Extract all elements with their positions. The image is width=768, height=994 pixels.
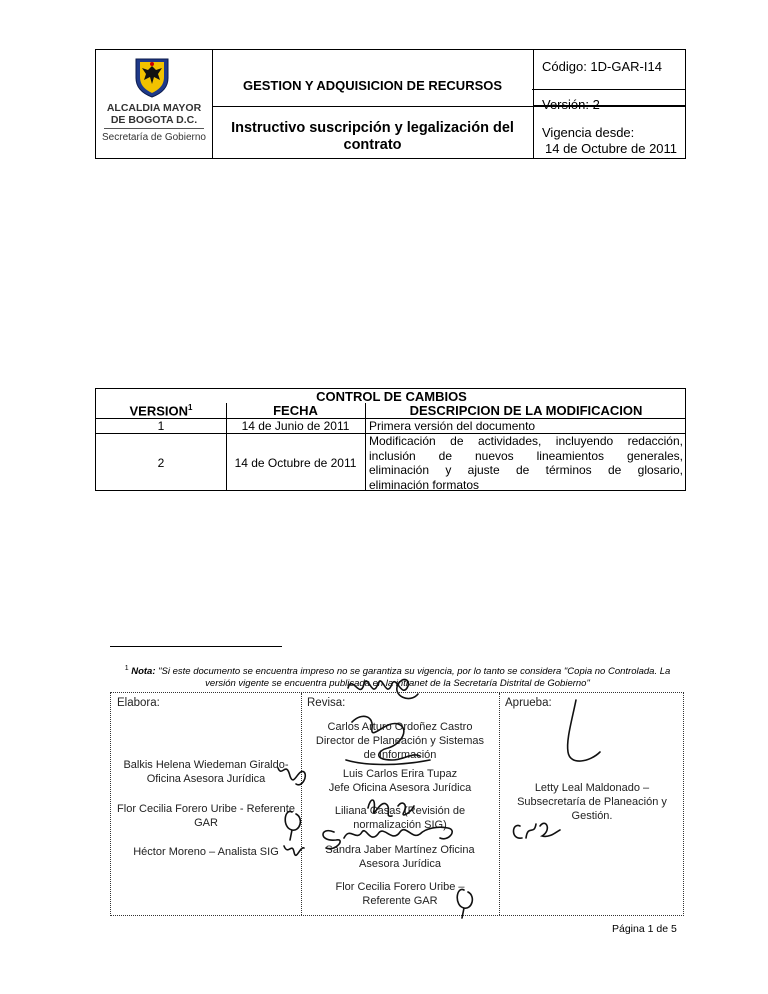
footnote-line2: versión vigente se encuentra publicada en la intranet de la Secretaría Distrital de Gobierno" bbox=[205, 678, 590, 690]
elabora-label: Elabora: bbox=[117, 697, 160, 709]
process-title: GESTION Y ADQUISICION DE RECURSOS bbox=[242, 78, 503, 93]
signature-ordonez bbox=[348, 680, 418, 699]
entity-name-line1: ALCALDIA MAYOR bbox=[106, 102, 202, 114]
validity-date: 14 de Octubre de 2011 bbox=[545, 141, 678, 156]
elabora-person-3: Héctor Moreno – Analista SIG bbox=[133, 846, 279, 858]
aprueba-label: Aprueba: bbox=[505, 697, 552, 709]
signature-erira bbox=[352, 716, 420, 760]
revisa-person-1: Carlos Arturo Ordoñez Castro Director de Planeación y Sistemas de Información bbox=[315, 721, 485, 761]
row1-version: 1 bbox=[157, 419, 165, 433]
signature-moreno bbox=[284, 846, 304, 855]
aprueba-person-1: Letty Leal Maldonado – Subsecretaría de Planeación y Gestión. bbox=[517, 782, 667, 822]
row2-version: 2 bbox=[157, 456, 165, 470]
row2-date: 14 de Octubre de 2011 bbox=[234, 456, 357, 470]
document-title-line2: contrato bbox=[343, 137, 402, 153]
signature-forero-2 bbox=[457, 889, 472, 918]
signature-leal-initials bbox=[514, 823, 561, 838]
revisa-person-5: Flor Cecilia Forero Uribe – Referente GAR bbox=[335, 881, 465, 907]
signature-leal bbox=[568, 700, 600, 761]
row2-desc-line3: eliminación y ajuste de términos de glosario, bbox=[369, 463, 683, 477]
revisa-label: Revisa: bbox=[307, 697, 346, 709]
document-code: Código: 1D-GAR-I14 bbox=[542, 59, 662, 74]
col-header-date: FECHA bbox=[273, 403, 318, 418]
document-title-line1: Instructivo suscripción y legalización del bbox=[231, 120, 514, 136]
validity-label: Vigencia desde: bbox=[542, 125, 635, 140]
secretaria-name: Secretaría de Gobierno bbox=[102, 132, 206, 143]
signature-jaber bbox=[323, 827, 452, 848]
row2-desc-line4: eliminación formatos bbox=[369, 477, 480, 492]
document-version: Versión: 2 bbox=[542, 97, 600, 112]
elabora-person-1: Balkis Helena Wiedeman Giraldo- Oficina Asesora Jurídica bbox=[123, 759, 289, 785]
signature-casas bbox=[368, 800, 414, 816]
footnote-line1: $^1$ Nota: "Si este documento se encuentra impreso no se garantiza su vigencia, por lo tanto se considera "Copia no Controlada. La bbox=[124, 665, 671, 678]
row1-description: Primera versión del documento bbox=[369, 419, 536, 433]
col-header-version: VERSION$^1$ bbox=[129, 403, 193, 419]
signature-wiedeman bbox=[278, 768, 305, 785]
row2-desc-line1: Modificación de actividades, incluyendo redacción, bbox=[369, 434, 683, 448]
page-number: Página 1 de 5 bbox=[612, 923, 677, 935]
row1-date: 14 de Junio de 2011 bbox=[241, 419, 350, 433]
revisa-person-2: Luis Carlos Erira Tupaz Jefe Oficina Asesora Jurídica bbox=[328, 768, 472, 794]
revisa-person-3: Liliana Casas (Revisión de normalización SIG) bbox=[334, 805, 466, 831]
change-control-title: CONTROL DE CAMBIOS bbox=[316, 389, 467, 404]
row2-desc-line2: inclusión de nuevos lineamientos generales, bbox=[369, 448, 683, 463]
col-header-description: DESCRIPCION DE LA MODIFICACION bbox=[409, 403, 643, 418]
entity-name-line2: DE BOGOTA D.C. bbox=[110, 114, 198, 126]
signature-forero-1 bbox=[285, 811, 300, 840]
elabora-person-2: Flor Cecilia Forero Uribe - Referente GAR bbox=[117, 803, 295, 829]
revisa-person-4: Sandra Jaber Martínez Oficina Asesora Jurídica bbox=[325, 844, 475, 870]
